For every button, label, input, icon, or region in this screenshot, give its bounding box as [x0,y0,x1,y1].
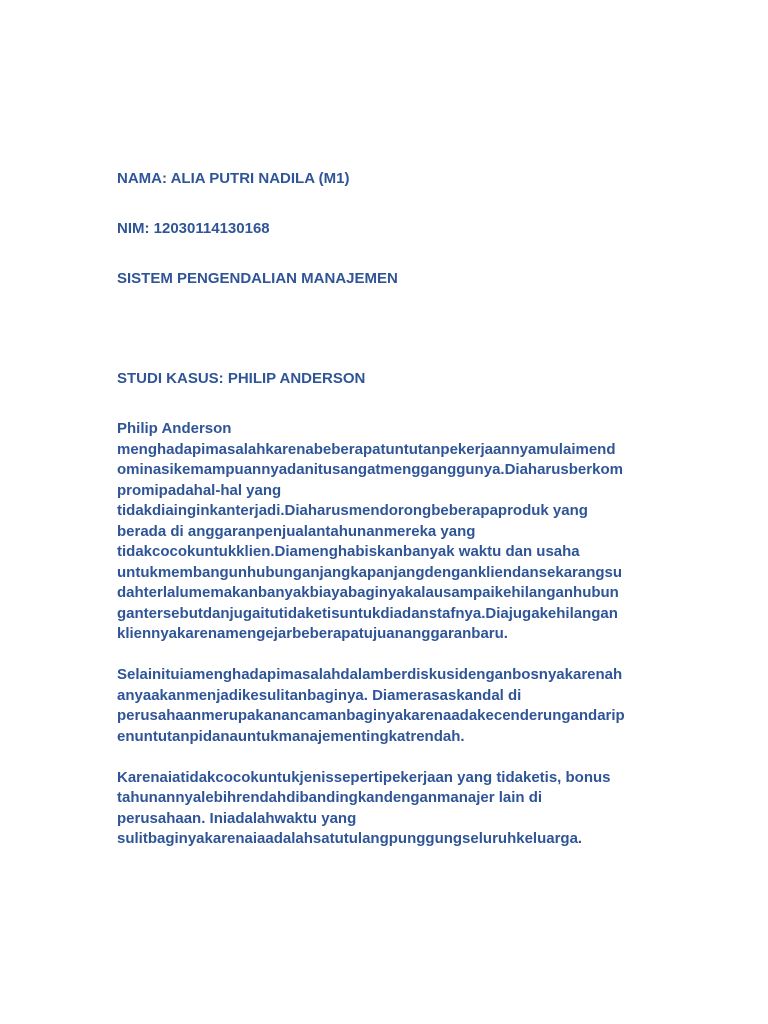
paragraph-3 [117,768,657,850]
paragraph-line: perusahaan. Iniadalahwaktu yang [117,809,357,827]
paragraph-line: untukmembangunhubunganjangkapanjangdengankliendansekarangsu [117,563,623,581]
paragraph-line: dahterlalumemakanbanyakbiayabaginyakalausampaikehilanganhubun [117,584,619,601]
paragraph-line: kliennyakarenamengejarbeberapatujuananggaranbaru. [117,625,508,642]
paragraph-line: perusahaanmerupakanancamanbaginyakarenaadakecenderungandarip [117,707,625,724]
paragraph-line: Philip Anderson [117,420,232,437]
paragraph-line: tidakdiainginkanterjadi.Diaharusmendorongbeberapaproduk yang [117,502,588,519]
paragraph-line: ominasikemampuannyadanitusangatmengganggunya.Diaharusberkom [117,461,623,478]
paragraph-1 [117,419,657,645]
paragraph-line: menghadapimasalahkarenabeberapatuntutanpekerjaannyamulaimend [117,440,616,458]
student-name: NAMA: ALIA PUTRI NADILA (M1) [117,170,350,187]
paragraph-2 [117,665,657,747]
paragraph-line: anyaakanmenjadikesulitanbaginya. Diamerasaskandal di [117,686,522,704]
document-body [117,169,657,850]
paragraph-line: sulitbaginyakarenaiaadalahsatutulangpunggungseluruhkeluarga. [117,830,583,847]
paragraph-line: berada di anggaranpenjualantahunanmereka yang [117,522,476,540]
paragraph-line: enuntutanpidanauntukmanajementingkatrendah. [117,727,465,745]
case-study-title: STUDI KASUS: PHILIP ANDERSON [117,370,366,387]
student-nim: NIM: 12030114130168 [117,220,270,237]
paragraph-line: tidakcocokuntukklien.Diamenghabiskanbanyak waktu dan usaha [117,543,580,560]
paragraph-line: Selainituiamenghadapimasalahdalamberdiskusidenganbosnyakarenah [117,666,623,683]
paragraph-line: Karenaiatidakcocokuntukjenissepertipekerjaan yang tidaketis, bonus [117,768,611,786]
paragraph-line: gantersebutdanjugaitutidaketisuntukdiadanstafnya.Diajugakehilangan [117,604,618,622]
course-title: SISTEM PENGENDALIAN MANAJEMEN [117,270,398,287]
paragraph-line: tahunannyalebihrendahdibandingkandenganmanajer lain di [117,789,543,806]
paragraph-line: promipadahal-hal yang [117,481,282,499]
